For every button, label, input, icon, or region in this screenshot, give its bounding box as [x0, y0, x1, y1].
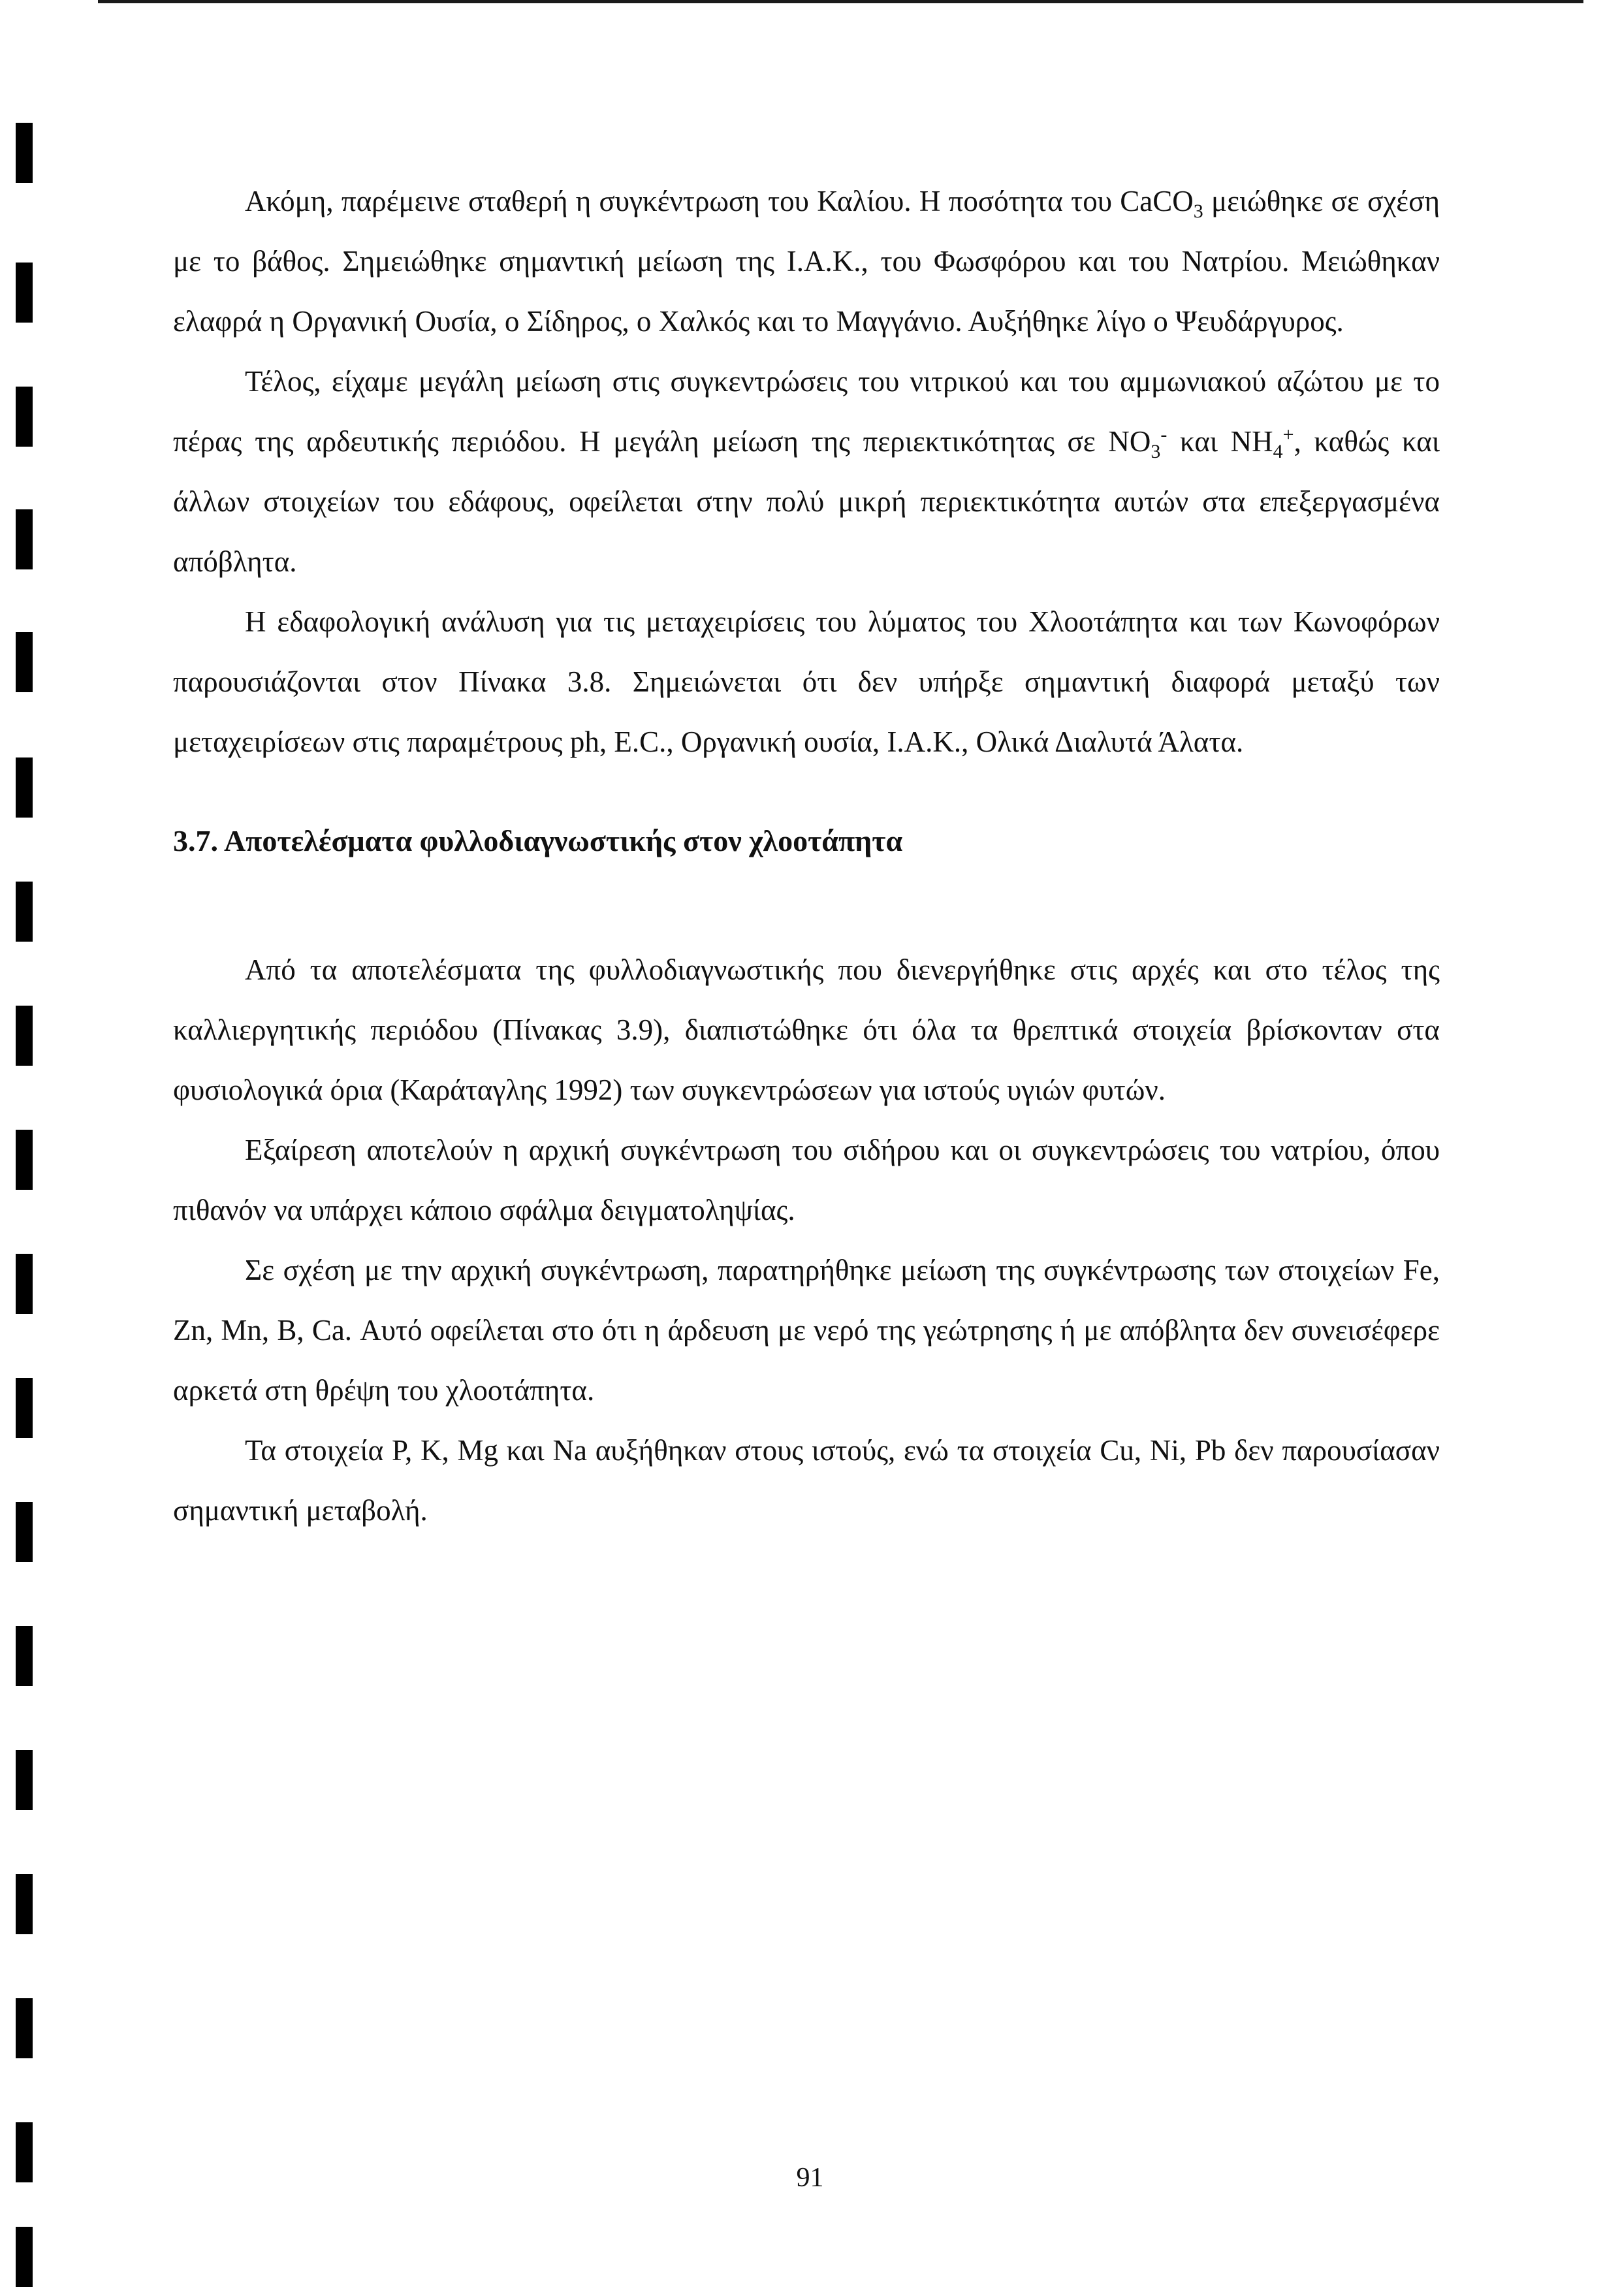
- paragraph-leaf-diagnostics: Από τα αποτελέσματα της φυλλοδιαγνωστικής που διενεργήθηκε στις αρχές και στο τέλος της καλλιεργητικής περιόδου (Πίνακας 3.9), διαπιστώθηκε ότι όλα τα θρεπτικά στοιχεία βρίσκονταν στα φυσιολογικά όρια (Καράταγλης 1992) των συγκεντρώσεων για ιστούς υγιών φυτών.: [173, 953, 1440, 1106]
- section-heading: 3.7. Αποτελέσματα φυλλοδιαγνωστικής στον χλοοτάπητα: [173, 824, 903, 857]
- binding-mark: [16, 1254, 33, 1314]
- binding-mark: [16, 387, 33, 447]
- paragraph-text: μειώθηκε σε σχέση με το βάθος. Σημειώθηκε σημαντική μείωση της I.A.K., του Φωσφόρου και του Νατρίου. Μειώθηκαν ελαφρά η Οργανική Ουσία, ο Σίδηρος, ο Χαλκός και το Μαγγάνιο. Αυξήθηκε λίγο ο Ψευδάργυρος.: [173, 185, 1440, 338]
- paragraph-element-increase: Τα στοιχεία P, K, Mg και Na αυξήθηκαν στους ιστούς, ενώ τα στοιχεία Cu, Ni, Pb δεν παρουσίασαν σημαντική μεταβολή.: [173, 1434, 1440, 1527]
- superscript: +: [1282, 424, 1294, 445]
- paragraph-element-reduction: Σε σχέση με την αρχική συγκέντρωση, παρατηρήθηκε μείωση της συγκέντρωσης των στοιχείων Fe, Zn, Mn, B, Ca. Αυτό οφείλεται στο ότι η άρδευση με νερό της γεώτρησης ή με απόβλητα δεν συνεισέφερε αρκετά στη θρέψη του χλοοτάπητα.: [173, 1254, 1440, 1407]
- top-rule: [98, 0, 1583, 3]
- binding-mark: [16, 1502, 33, 1562]
- binding-mark: [16, 509, 33, 569]
- page-body: [173, 171, 1440, 1540]
- paragraph-text: και NH: [1167, 425, 1273, 458]
- paragraph-nitrogen-reduction: [173, 351, 1440, 592]
- subscript: 3: [1193, 200, 1203, 222]
- paragraph-text: , καθώς και άλλων στοιχείων του εδάφους, οφείλεται στην πολύ μικρή περιεκτικότητα αυτών στα επεξεργασμένα απόβλητα.: [173, 425, 1440, 578]
- subscript: 3: [1151, 441, 1161, 462]
- binding-mark: [16, 632, 33, 692]
- binding-mark: [16, 1626, 33, 1686]
- binding-mark: [16, 123, 33, 183]
- binding-mark: [16, 882, 33, 942]
- page-number: 91: [796, 2163, 824, 2193]
- binding-mark: [16, 1006, 33, 1066]
- paragraph-soil-potassium: [173, 171, 1440, 351]
- binding-mark: [16, 1998, 33, 2058]
- binding-mark: [16, 1378, 33, 1438]
- binding-mark: [16, 263, 33, 323]
- paragraph-text: Η εδαφολογική ανάλυση για τις μεταχειρίσεις του λύματος του Χλοοτάπητα και των Κωνοφόρων παρουσιάζονται στον Πίνακα 3.8. Σημειώνεται ότι δεν υπήρξε σημαντική διαφορά μεταξύ των μεταχειρίσεων στις παραμέτρους ph, E.C., Οργανική ουσία, I.A.K., Ολικά Διαλυτά Άλατα.: [173, 605, 1440, 758]
- paragraph-text: Τέλος, είχαμε μεγάλη μείωση στις συγκεντρώσεις του νιτρικού και του αμμωνιακού αζώτου με το πέρας της αρδευτικής περιόδου. Η μεγάλη μείωση της περιεκτικότητας σε NO: [173, 365, 1440, 458]
- binding-mark: [16, 2227, 33, 2287]
- paragraph-text: Ακόμη, παρέμεινε σταθερή η συγκέντρωση του Καλίου. Η ποσότητα του CaCO: [245, 185, 1194, 217]
- subscript: 4: [1273, 441, 1283, 462]
- binding-mark: [16, 1874, 33, 1934]
- superscript: -: [1160, 424, 1167, 445]
- paragraph-soil-analysis: [173, 592, 1440, 772]
- binding-mark: [16, 1750, 33, 1810]
- binding-mark: [16, 757, 33, 818]
- binding-mark: [16, 1130, 33, 1190]
- paragraph-exception: Εξαίρεση αποτελούν η αρχική συγκέντρωση του σιδήρου και οι συγκεντρώσεις του νατρίου, όπου πιθανόν να υπάρχει κάποιο σφάλμα δειγματοληψίας.: [173, 1134, 1440, 1226]
- binding-marks: [16, 0, 35, 2296]
